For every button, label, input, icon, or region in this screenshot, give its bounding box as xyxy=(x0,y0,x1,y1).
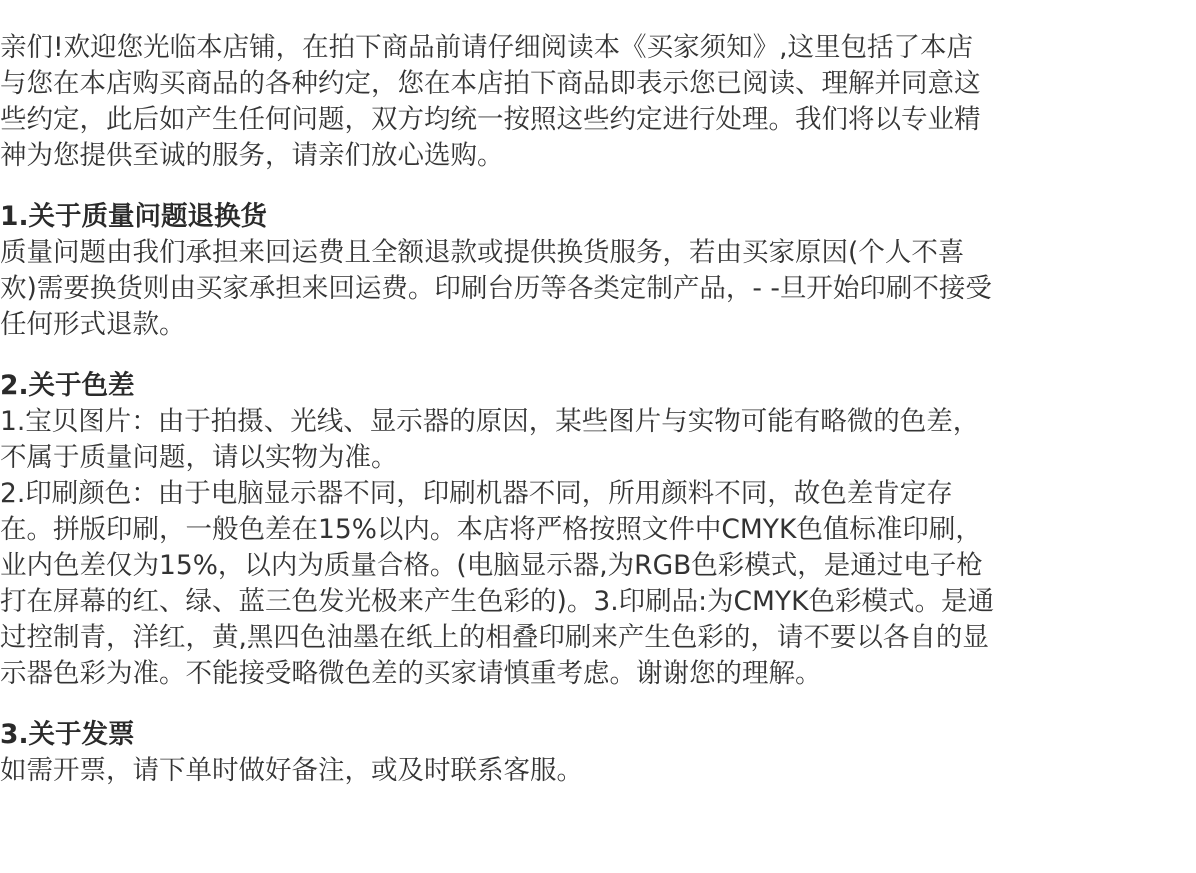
intro-line: 神为您提供至诚的服务，请亲们放心选购。 xyxy=(0,140,504,171)
section-title-color-difference: 2.关于色差 xyxy=(0,370,135,401)
section-title-returns: 1.关于质量问题退换货 xyxy=(0,201,268,232)
section-line: 2.印刷颜色：由于电脑显示器不同，印刷机器不同，所用颜料不同，故色差肯定存 xyxy=(0,478,953,509)
intro-line: 与您在本店购买商品的各种约定，您在本店拍下商品即表示您已阅读、理解并同意这 xyxy=(0,68,981,99)
section-line: 不属于质量问题，请以实物为准。 xyxy=(0,442,398,473)
section-line: 欢)需要换货则由买家承担来回运费。印刷台历等各类定制产品，- -旦开始印刷不接受 xyxy=(0,273,992,304)
section-line: 质量问题由我们承担来回运费且全额退款或提供换货服务，若由买家原因(个人不喜 xyxy=(0,237,965,268)
section-line: 任何形式退款。 xyxy=(0,309,186,340)
section-line: 1.宝贝图片：由于拍摄、光线、显示器的原因，某些图片与实物可能有略微的色差， xyxy=(0,406,980,437)
section-line: 业内色差仅为15%，以内为质量合格。(电脑显示器,为RGB色彩模式，是通过电子枪 xyxy=(0,550,983,581)
intro-line: 亲们!欢迎您光临本店铺，在拍下商品前请仔细阅读本《买家须知》,这里包括了本店 xyxy=(0,32,974,63)
section-title-invoice: 3.关于发票 xyxy=(0,719,135,750)
section-line: 过控制青，洋红，黄,黑四色油墨在纸上的相叠印刷来产生色彩的，请不要以各自的显 xyxy=(0,622,989,653)
intro-line: 些约定，此后如产生任何问题，双方均统一按照这些约定进行处理。我们将以专业精 xyxy=(0,104,981,135)
section-line: 在。拼版印刷，一般色差在15%以内。本店将严格按照文件中CMYK色值标准印刷， xyxy=(0,514,982,545)
section-line: 如需开票，请下单时做好备注，或及时联系客服。 xyxy=(0,755,583,786)
section-line: 打在屏幕的红、绿、蓝三色发光极来产生色彩的)。3.印刷品:为CMYK色彩模式。是通 xyxy=(0,586,994,617)
section-line: 示器色彩为准。不能接受略微色差的买家请慎重考虑。谢谢您的理解。 xyxy=(0,658,822,689)
